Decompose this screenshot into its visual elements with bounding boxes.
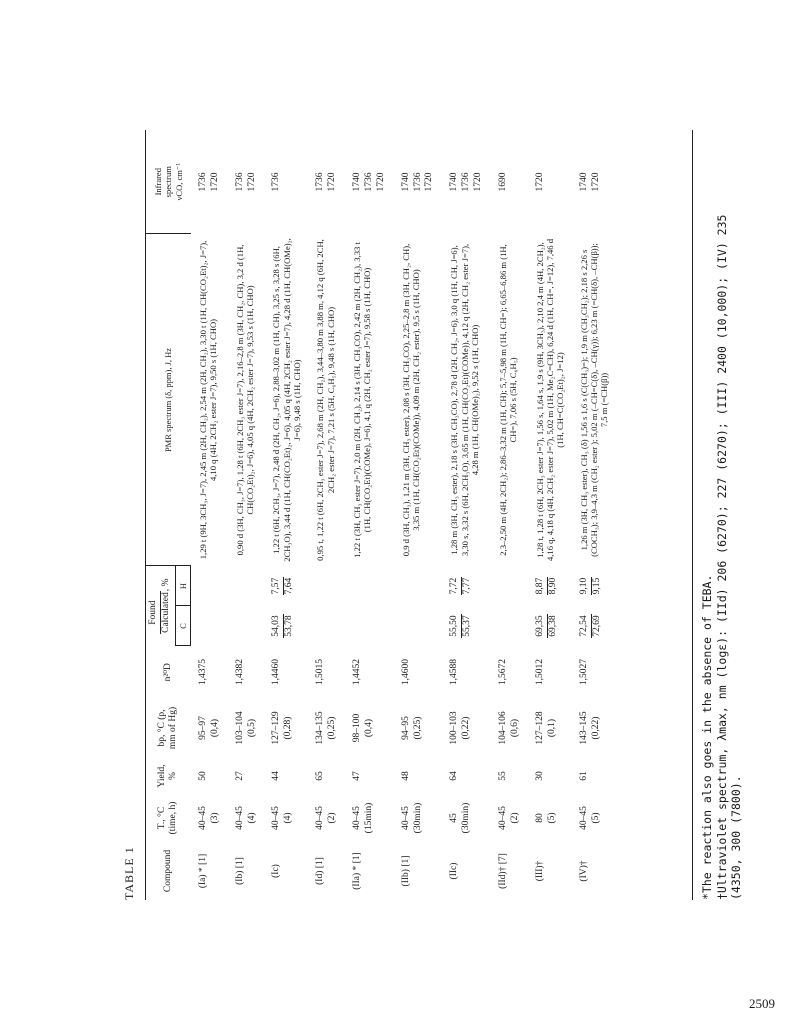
compound-cell: (IV)†: [578, 860, 589, 882]
header-compound: Compound: [146, 842, 191, 900]
temp-cell: 40–45 (5): [578, 806, 601, 830]
yield-cell: 30: [534, 771, 545, 781]
header-temp: T., °C (time, h): [146, 794, 191, 842]
bp-cell: 127–129 (0,28): [271, 711, 294, 745]
h-cell: 9,10 9,15: [578, 577, 602, 595]
rotated-page-content: [110, 100, 744, 900]
compound-cell: (IIb) [1]: [400, 855, 411, 887]
bp-cell: 127–128 (0,1): [534, 711, 557, 745]
compound-cell: (Id) [1]: [315, 857, 326, 885]
c-cell: 69,35 69,38: [534, 615, 558, 637]
nd-cell: 1,4452: [352, 658, 363, 686]
c-cell: [228, 606, 265, 646]
h-cell: [228, 566, 265, 606]
c-cell: [345, 606, 394, 646]
table-bottom-rule: [692, 130, 693, 900]
yield-cell: 61: [578, 771, 589, 781]
compound-cell: (IIc): [449, 862, 460, 880]
nd-cell: 1,4600: [400, 658, 411, 686]
temp-cell: 45 (30min): [449, 802, 472, 834]
pmr-cell: 1,22 t (3H, CH₃ ester J=7), 2,0 m (2H, CH₂), 2,14 s (3H, CH₃CO), 2,42 m (2H, CH₂), 3,33 t (1H, CH(CO₂Et)(COMe), J=6), 4,1 q (2H, CH₂ ester J=7), 9,58 s (1H, CHO): [352, 242, 373, 558]
bp-cell: 104–106 (0,6): [497, 711, 520, 745]
yield-cell: 64: [449, 771, 460, 781]
h-cell: [491, 566, 528, 606]
compound-cell: (IIa) * [1]: [352, 852, 363, 890]
footnotes: [700, 110, 744, 900]
header-c: C: [175, 606, 191, 646]
yield-cell: 55: [497, 771, 508, 781]
table-row: [191, 130, 228, 900]
table-label: TABLE 1: [122, 846, 136, 900]
temp-cell: 40–45 (2): [497, 806, 520, 830]
bp-cell: 94–95 (0,25): [400, 716, 423, 740]
c-cell: 72,54 72,69: [578, 615, 602, 637]
ir-cell: 1736 1720: [234, 172, 257, 192]
temp-cell: 40–45 (2): [315, 806, 338, 830]
yield-cell: 47: [352, 771, 363, 781]
ir-cell: 1740 1736 1720: [352, 172, 386, 192]
header-nd: n²⁰D: [146, 646, 191, 698]
footnote-teba: *The reaction also goes in the absence of TEBA.: [700, 574, 714, 900]
table-row: [264, 130, 308, 900]
ir-cell: 1690: [497, 172, 508, 192]
nd-cell: 1,4375: [197, 658, 208, 686]
c-cell: [394, 606, 443, 646]
c-cell: 55,50 55,37: [449, 615, 473, 637]
pmr-cell: 1,28 m (3H, CH₃ ester), 2,18 s (3H, CH₃CO), 2,78 d (2H, CH₂, J=6), 3,0 q (1H, CH, J=6), 3,30 s, 3,32 s (6H, 2CH₃O), 3,65 m (1H, CH(CO₂Et)(COMe)), 4,12 q (2H, CH₂ ester J=7), 4,28 m (1H, CH(OMe)₂), 9,52 s (1H, CHO): [449, 243, 480, 557]
pmr-cell: 2,3–2,50 m (4H, 2CH₂); 2,86–3,32 m (1H, CH); 5,7–5,98 m (1H, CH=); 6,65–6,86 m (1H, CH=), 7,06 s (5H, C₆H₅): [497, 244, 519, 556]
c-cell: [191, 606, 228, 646]
ir-cell: 1736 1720: [315, 172, 338, 192]
header-ir: Infrared spectrum νCO, cm⁻¹: [146, 130, 191, 234]
temp-cell: 40–45 (15min): [352, 802, 374, 834]
header-found: Found Calculated , %: [146, 566, 176, 646]
h-cell: [394, 566, 443, 606]
yield-cell: 48: [400, 771, 411, 781]
header-bp: bp, °C (p, mm of Hg): [146, 698, 191, 758]
nd-cell: 1,4588: [449, 658, 460, 686]
c-cell: [308, 606, 345, 646]
h-cell: 7,72 7,77: [449, 577, 473, 595]
ir-cell: 1720: [534, 172, 545, 192]
pmr-cell: 1,22 t (6H, 2CH₃, J=7), 2,48 d (2H, CH₂, J=6), 2,88–3,02 m (1H, CH), 3,25 s, 3,28 s (6H, 2CH₃O), 3,44 d (1H, CH(CO₂Et)₂, J=6), 4,05 q (4H, 2CH₂ ester J=7), 4,28 d (1H, CH(OMe)₂, J=6), 9,48 s (1H, CHO): [271, 238, 302, 562]
table-row: [345, 130, 394, 900]
temp-cell: 40–45 (4): [234, 806, 257, 830]
h-cell: 7,57 7,64: [271, 577, 295, 595]
yield-cell: 65: [315, 771, 326, 781]
bp-cell: 95–97 (0,4): [197, 716, 220, 740]
pmr-cell: 1,28 t, 1,28 t (6H, 2CH₃ ester J=7), 1,56 s, 1,64 s, 1,9 s (9H, 3CH₃), 2,10 2,4 m (4H, 2CH₂), 4,16 q, 4,18 q (4H, 2CH₂ ester J=7), 5,02 m (1H, Me₂C=CH), 6,24 d (1H, CH=, J=12), 7,46 d (1H, CH=C(CO₂Et)₂, J=12): [534, 238, 566, 562]
h-cell: [308, 566, 345, 606]
bp-cell: 103–104 (0,5): [234, 711, 257, 745]
bp-cell: 100–103 (0,22): [449, 711, 472, 745]
table-row: [228, 130, 265, 900]
h-cell: [345, 566, 394, 606]
header-h: H: [175, 566, 191, 606]
ir-cell: 1740 1720: [578, 172, 601, 192]
table-row: [528, 130, 572, 900]
compound-cell: (Ib) [1]: [234, 857, 245, 885]
yield-cell: 50: [197, 771, 208, 781]
bp-cell: 134–135 (0,25): [315, 711, 338, 745]
header-pmr: PMR spectrum (δ, ppm), J, Hz: [146, 234, 191, 566]
temp-cell: 40–45 (4): [271, 806, 294, 830]
footnote-uv-line1: †Ultraviolet spectrum, λmax, nm (logε): (IId) 206 (6270); 227 (6270); (III) 2400 (10,000); (IV) 235: [714, 214, 729, 900]
ir-cell: 1736: [271, 172, 282, 192]
yield-cell: 44: [271, 771, 282, 781]
c-cell: 54,03 53,78: [271, 615, 295, 637]
pmr-cell: 0,95 t, 1,22 t (6H, 2CH₃ ester J=7), 2,68 m (2H, CH₂), 3,44–3,80 m 3,88 m, 4,12 q (6H, 2CH, 2CH₂ ester J=7), 7,21 s (5H, C₆H₅), 9,48 s (1H, CHO): [315, 239, 336, 561]
table-row: [491, 130, 528, 900]
ir-cell: 1736 1720: [197, 172, 220, 192]
table-row: [442, 130, 491, 900]
bp-cell: 143–145 (0,22): [578, 711, 601, 745]
h-cell: 8,87 8,90: [534, 577, 558, 595]
page-number: 2509: [749, 996, 775, 1011]
ir-cell: 1740 1736 1720: [449, 172, 484, 192]
compound-cell: (III)†: [534, 860, 545, 882]
footnote-uv-line2: (4350, 300 (7800).: [729, 775, 744, 900]
compound-cell: (IId)† [7]: [497, 853, 508, 889]
c-cell: [491, 606, 528, 646]
data-table: [145, 130, 616, 900]
nd-cell: 1,5027: [578, 658, 589, 686]
temp-cell: 40–45 (30min): [400, 802, 423, 834]
compound-cell: (Ia) * [1]: [197, 853, 208, 889]
nd-cell: 1,5015: [315, 658, 326, 686]
pmr-cell: 0,9 d (3H, CH₃), 1,21 m (3H, CH₃ ester), 2,08 s (3H, CH₃CO), 2,25–2,8 m (3H, CH₂, CH), 3,35 m (1H, CH(CO₂Et)(COMe)), 4,09 m (2H, CH₂ ester), 9,5 s (1H, CHO): [400, 243, 421, 557]
nd-cell: 1,4460: [271, 658, 282, 686]
nd-cell: 1,5012: [534, 658, 545, 686]
table-row: [308, 130, 345, 900]
table-row: [572, 130, 616, 900]
temp-cell: 40–45 (3): [197, 806, 220, 830]
yield-cell: 27: [234, 771, 245, 781]
pmr-cell: 1,26 m (3H, CH₃ ester), CH₃ (δ) 1,56 s 1,6 s (C(CH₃)=); 1,9 m (CH₃CH₂); 2,18 s 2,26 s (COCH₃); 3,9–4,3 m (CH₂ ester ); 5,02 m (–CH=C(δ), –CH(γ)); 6,23 m (=CH(δ), –CH(β)); 7,5 m (=CH(β)): [578, 243, 610, 557]
compound-cell: (Ic): [271, 864, 282, 878]
nd-cell: 1,4382: [234, 658, 245, 686]
bp-cell: 98–100 (0,4): [352, 713, 374, 743]
pmr-cell: 0,90 d (3H, CH₃, J=7), 1,28 t (6H, 2CH₃ ester J=7), 2,16–2,8 m (3H, CH₂, CH), 3,2 d (1H, CH(CO₂Et)₂, J=6), 4,05 q (4H, 2CH₂ ester J=7), 9,53 s (1H, CHO): [234, 244, 255, 556]
nd-cell: 1,5672: [497, 658, 508, 686]
pmr-cell: 1,29 t (9H, 3CH₃, J=7), 2,45 m (2H, CH₂), 2,54 m (2H, CH₂), 3,30 t (1H, CH(CO₂Et)₂, J=7), 4,10 q (4H, 2CH₂ ester J=7), 9,50 s (1H, CHO): [197, 240, 219, 560]
ir-cell: 1740 1736 1720: [400, 172, 435, 192]
header-yield: Yield, %: [146, 758, 191, 794]
table-row: [394, 130, 443, 900]
h-cell: [191, 566, 228, 606]
temp-cell: 80 (5): [534, 812, 557, 824]
